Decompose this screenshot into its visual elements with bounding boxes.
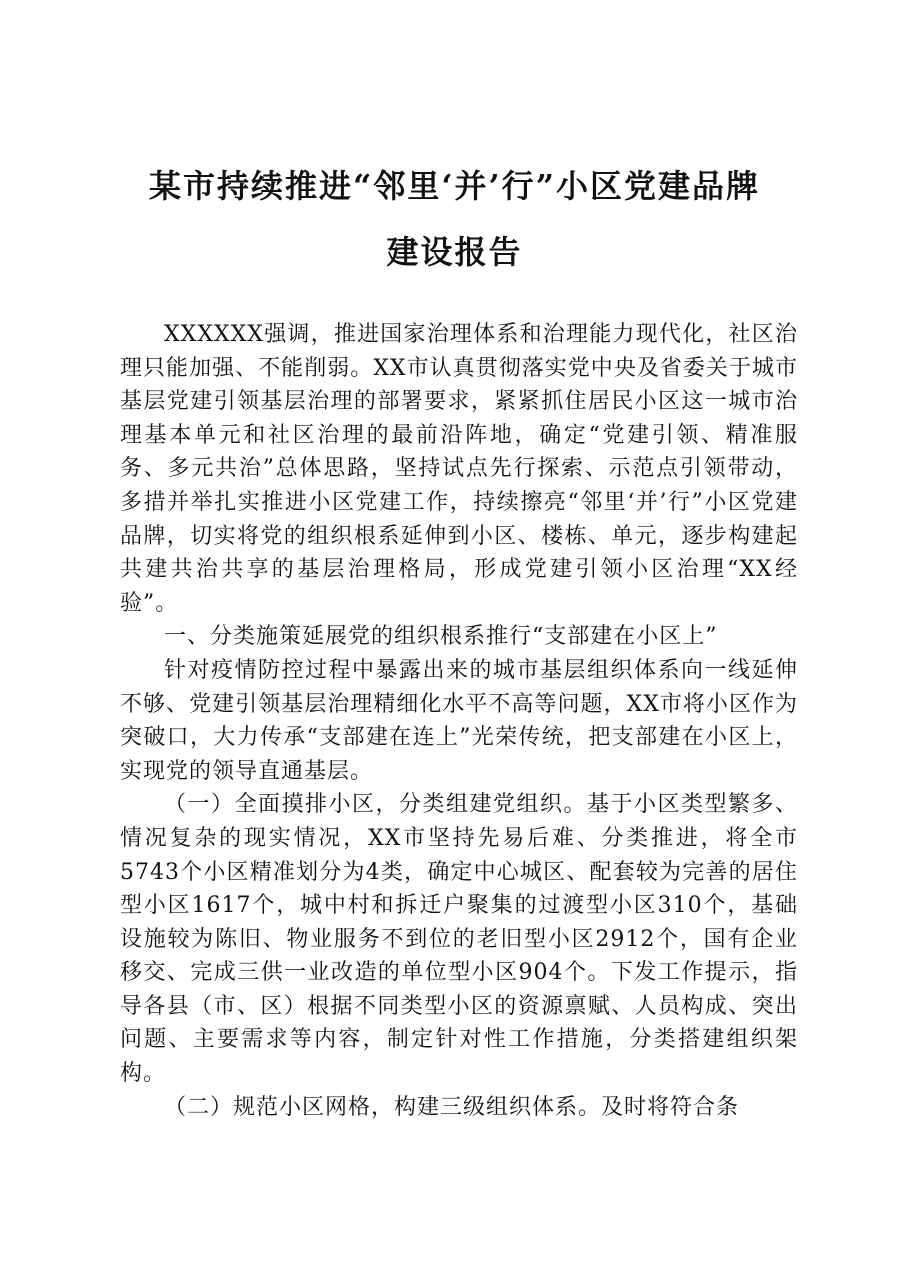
paragraph-intro: XXXXXX强调，推进国家治理体系和治理能力现代化，社区治理只能加强、不能削弱。XX市认真贯彻落实党中央及省委关于城市基层党建引领基层治理的部署要求，紧紧抓住居民小区这一城市治理基本单元和社区治理的最前沿阵地，确定“党建引领、精准服务、多元共治”总体思路，坚持试点先行探索、示范点引领带动，多措并举扎实推进小区党建工作，持续擦亮“邻里‘并’行”小区党建品牌，切实将党的组织根系延伸到小区、楼栋、单元，逐步构建起共建共治共享的基层治理格局，形成党建引领小区治理“XX经验”。: [120, 322, 798, 616]
document-title-line2: 建设报告: [386, 233, 523, 271]
document-title-line1: 某市持续推进“邻里‘并’行”小区党建品牌: [148, 167, 761, 205]
paragraph-subsection-2: （二）规范小区网格，构建三级组织体系。及时将符合条: [164, 1094, 740, 1120]
paragraph-section-1: 针对疫情防控过程中暴露出来的城市基层组织体系向一线延伸不够、党建引领基层治理精细化水平不高等问题，XX市将小区作为突破口，大力传承“支部建在连上”光荣传统，把支部建在小区上，实现党的领导直通基层。: [120, 657, 798, 784]
paragraph-subsection-1: （一）全面摸排小区，分类组建党组织。基于小区类型繁多、情况复杂的现实情况，XX市坚持先易后难、分类推进，将全市5743个小区精准划分为4类，确定中心城区、配套较为完善的居住型小区1617个，城中村和拆迁户聚集的过渡型小区310个，基础设施较为陈旧、物业服务不到位的老旧型小区2912个，国有企业移交、完成三供一业改造的单位型小区904个。下发工作提示，指导各县（市、区）根据不同类型小区的资源禀赋、人员构成、突出问题、主要需求等内容，制定针对性工作措施，分类搭建组织架构。: [120, 792, 798, 1087]
document-body: [120, 318, 798, 1124]
section-heading-1: 一、分类施策延展党的组织根系推行“支部建在小区上”: [164, 624, 718, 650]
